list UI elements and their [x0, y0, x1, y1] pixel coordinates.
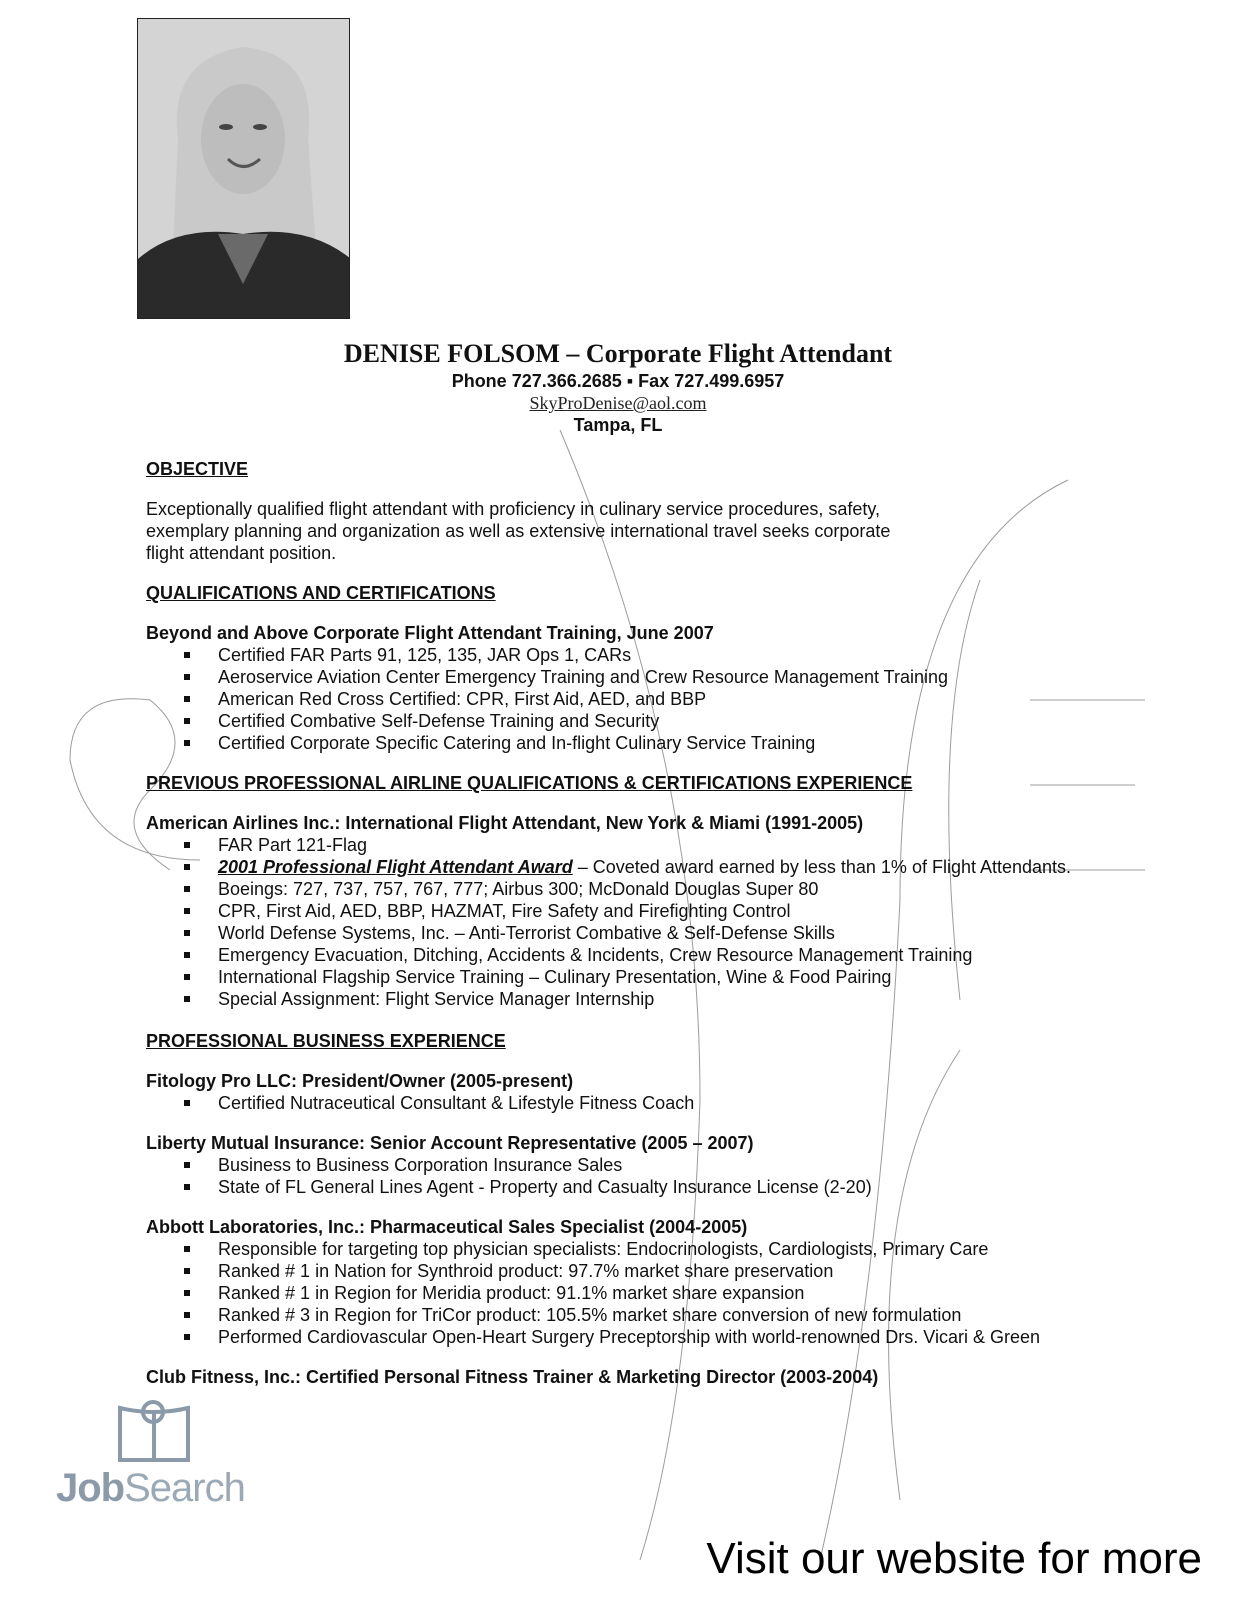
- job-title: Fitology Pro LLC: President/Owner (2005-present): [146, 1071, 574, 1091]
- jobsearch-logo-text: [56, 1466, 245, 1511]
- list-item: International Flagship Service Training – Culinary Presentation, Wine & Food Pairing: [146, 966, 1086, 988]
- list-item: Ranked # 3 in Region for TriCor product: 105.5% market share conversion of new formulation: [146, 1304, 1086, 1326]
- name-title: DENISE FOLSOM – Corporate Flight Attendant: [343, 339, 893, 368]
- list-item: Emergency Evacuation, Ditching, Accidents & Incidents, Crew Resource Management Training: [146, 944, 1086, 966]
- portrait-image: [138, 19, 350, 319]
- list-item: Boeings: 727, 737, 757, 767, 777; Airbus 300; McDonald Douglas Super 80: [146, 878, 1086, 900]
- phone-fax: Phone 727.366.2685 ▪ Fax 727.499.6957: [451, 371, 785, 391]
- award-item: [146, 856, 1086, 878]
- job-title: Liberty Mutual Insurance: Senior Account Representative (2005 – 2007): [146, 1133, 754, 1153]
- list-item: Certified Combative Self-Defense Training and Security: [146, 710, 1086, 732]
- resume-header: [0, 338, 1236, 436]
- business-heading: PROFESSIONAL BUSINESS EXPERIENCE: [146, 1031, 506, 1051]
- list-item: Business to Business Corporation Insurance Sales: [146, 1154, 1086, 1176]
- list-item: State of FL General Lines Agent - Property and Casualty Insurance License (2-20): [146, 1176, 1086, 1198]
- airline-heading: PREVIOUS PROFESSIONAL AIRLINE QUALIFICATIONS & CERTIFICATIONS EXPERIENCE: [146, 773, 913, 793]
- logo-brand-main: Job: [56, 1466, 125, 1510]
- job-list: [146, 1238, 1086, 1348]
- qualifications-heading: QUALIFICATIONS AND CERTIFICATIONS: [146, 583, 496, 603]
- job-list: [146, 1092, 1086, 1114]
- visit-website-text[interactable]: Visit our website for more: [706, 1534, 1202, 1583]
- list-item: Special Assignment: Flight Service Manager Internship: [146, 988, 1086, 1010]
- list-item: Performed Cardiovascular Open-Heart Surgery Preceptorship with world-renowned Drs. Vicari & Green: [146, 1326, 1086, 1348]
- list-item: World Defense Systems, Inc. – Anti-Terrorist Combative & Self-Defense Skills: [146, 922, 1086, 944]
- list-item: Certified FAR Parts 91, 125, 135, JAR Ops 1, CARs: [146, 644, 1086, 666]
- list-item: Ranked # 1 in Nation for Synthroid product: 97.7% market share preservation: [146, 1260, 1086, 1282]
- list-item: Certified Corporate Specific Catering and In-flight Culinary Service Training: [146, 732, 1086, 754]
- qualifications-subtitle: Beyond and Above Corporate Flight Attendant Training, June 2007: [146, 623, 714, 643]
- list-item: Responsible for targeting top physician specialists: Endocrinologists, Cardiologists, Primary Care: [146, 1238, 1086, 1260]
- list-item: FAR Part 121-Flag: [146, 834, 1086, 856]
- job-list: [146, 1154, 1086, 1198]
- profile-photo: [137, 18, 350, 319]
- objective-heading: OBJECTIVE: [146, 459, 249, 479]
- resume-body: [146, 458, 1086, 1388]
- logo-brand-sub: Search: [124, 1466, 245, 1510]
- list-item: Ranked # 1 in Region for Meridia product: 91.1% market share expansion: [146, 1282, 1086, 1304]
- list-item: Aeroservice Aviation Center Emergency Training and Crew Resource Management Training: [146, 666, 1086, 688]
- qualifications-list: [146, 644, 1086, 754]
- objective-text: Exceptionally qualified flight attendant with proficiency in culinary service procedures, safety, exemplary planning and organization as well as extensive international travel seeks corporate flight attendant position.: [146, 499, 891, 563]
- list-item: American Red Cross Certified: CPR, First Aid, AED, and BBP: [146, 688, 1086, 710]
- list-item: CPR, First Aid, AED, BBP, HAZMAT, Fire Safety and Firefighting Control: [146, 900, 1086, 922]
- award-description: – Coveted award earned by less than 1% of Flight Attendants.: [572, 857, 1072, 877]
- job-title: Club Fitness, Inc.: Certified Personal Fitness Trainer & Marketing Director (2003-2004): [146, 1367, 879, 1387]
- airline-subtitle: American Airlines Inc.: International Flight Attendant, New York & Miami (1991-2005): [146, 813, 864, 833]
- list-item: Certified Nutraceutical Consultant & Lifestyle Fitness Coach: [146, 1092, 1086, 1114]
- job-title: Abbott Laboratories, Inc.: Pharmaceutical Sales Specialist (2004-2005): [146, 1217, 748, 1237]
- award-title: 2001 Professional Flight Attendant Award: [218, 857, 573, 877]
- email-link[interactable]: SkyProDenise@aol.com: [529, 393, 707, 413]
- city: Tampa, FL: [573, 415, 663, 435]
- airline-list: [146, 834, 1086, 1010]
